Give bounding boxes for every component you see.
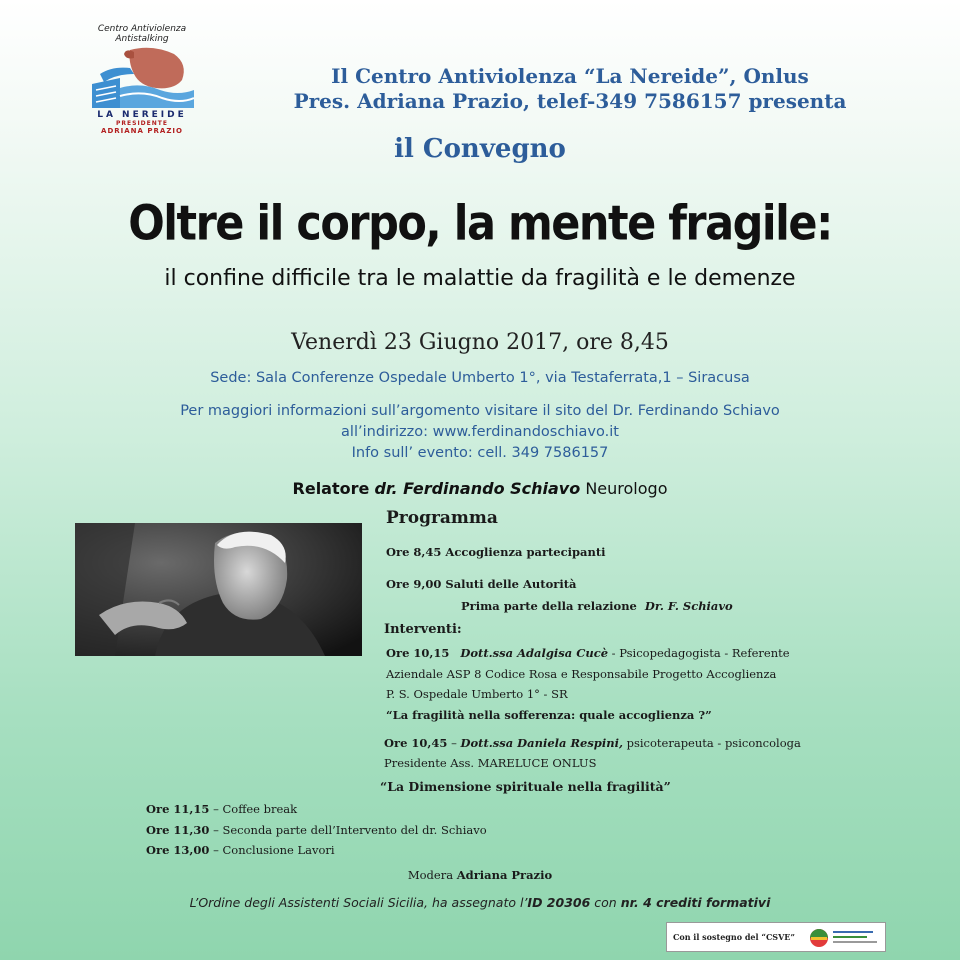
intervention-1-title: “La fragilità nella sofferenza: quale accoglienza ?”: [386, 708, 712, 722]
logo-person: ADRIANA PRAZIO: [101, 127, 183, 135]
program-heading: Programma: [386, 508, 498, 528]
program-item-conclusion: [146, 843, 335, 857]
speaker-prefix: Relatore: [292, 479, 370, 498]
intervention-2-title: “La Dimensione spirituale nella fragilità”: [380, 779, 671, 794]
intervention-2-line2: Presidente Ass. MARELUCE ONLUS: [384, 756, 597, 770]
logo-bottom-text: [86, 110, 198, 135]
speaker-name: dr. Ferdinando Schiavo: [374, 479, 581, 498]
info-line-phone: Info sull’ evento: cell. 349 7586157: [351, 445, 609, 461]
moderator-name: Adriana Prazio: [456, 868, 553, 882]
organization-contact: Pres. Adriana Prazio, telef-349 7586157 presenta: [293, 89, 847, 113]
program-item-first-part: [461, 599, 733, 613]
credits-id: ID 20306: [527, 895, 591, 910]
moderator-line: [0, 868, 960, 882]
first-part-speaker: Dr. F. Schiavo: [644, 599, 733, 613]
credits-count: nr. 4 crediti formativi: [620, 895, 771, 910]
moderator-prefix: Modera: [407, 868, 457, 882]
event-subtitle: il confine difficile tra le malattie da fragilità e le demenze: [164, 266, 796, 291]
intervention-2-time: Ore 10,45: [384, 736, 448, 750]
program-item-second-part: [146, 823, 487, 837]
organization-logo: [86, 24, 198, 140]
conclusion-label: – Conclusione Lavori: [209, 843, 335, 857]
info-line-website-intro: Per maggiori informazioni sull’argomento visitare il sito del Dr. Ferdinando Schiavo: [180, 403, 780, 419]
logo-top-line2: Antistalking: [115, 34, 169, 44]
elderly-man-photo: [75, 523, 362, 656]
intervention-1-line3: P. S. Ospedale Umberto 1° - SR: [386, 687, 568, 701]
event-type-heading: il Convegno: [394, 134, 566, 164]
intervention-1-line2: Aziendale ASP 8 Codice Rosa e Responsabile Progetto Accoglienza: [386, 667, 777, 681]
intervention-1-speaker: Dott.ssa Adalgisa Cucè: [460, 646, 609, 660]
sponsor-text: Con il sostegno del “CSVE”: [673, 932, 795, 942]
logo-role: PRESIDENTE: [116, 120, 168, 127]
event-date: Venerdì 23 Giugno 2017, ore 8,45: [291, 330, 669, 355]
conclusion-time: Ore 13,00: [146, 843, 210, 857]
sponsor-box: [666, 922, 886, 952]
program-item-coffee-break: [146, 802, 297, 816]
logo-top-line1: Centro Antiviolenza: [97, 24, 187, 34]
info-line-website: all’indirizzo: www.ferdinandoschiavo.it: [341, 424, 619, 440]
organization-name: Il Centro Antiviolenza “La Nereide”, Onlus: [331, 64, 809, 88]
second-part-time: Ore 11,30: [146, 823, 210, 837]
coffee-break-label: – Coffee break: [209, 802, 298, 816]
program-item-intervention-2: Ore 10,45 – Dott.ssa Daniela Respini, psicoterapeuta - psiconcologa: [384, 736, 801, 750]
csve-logo-icon: [807, 926, 881, 950]
credits-text-2: con: [590, 895, 621, 910]
second-part-label: – Seconda parte dell’Intervento del dr. Schiavo: [209, 823, 487, 837]
intervention-1-role: - Psicopedagogista - Referente: [608, 646, 790, 660]
logo-top-text: [86, 24, 198, 44]
intervention-1-time: Ore 10,15: [386, 646, 450, 660]
event-title: Oltre il corpo, la mente fragile:: [128, 196, 832, 252]
interventions-heading: Interventi:: [384, 622, 462, 637]
program-item-welcome: Ore 8,45 Accoglienza partecipanti: [386, 545, 606, 559]
speaker-role: Neurologo: [585, 479, 668, 498]
first-part-label: Prima parte della relazione: [461, 599, 637, 613]
intervention-2-role: psicoterapeuta - psiconcologa: [622, 736, 801, 750]
coffee-break-time: Ore 11,15: [146, 802, 210, 816]
intervention-2-speaker: Dott.ssa Daniela Respini,: [460, 736, 623, 750]
speaker-line: [0, 479, 960, 498]
photo-illustration: [75, 523, 362, 656]
event-venue: Sede: Sala Conferenze Ospedale Umberto 1°, via Testaferrata,1 – Siracusa: [210, 370, 750, 386]
logo-name: LA NEREIDE: [97, 110, 187, 120]
training-credits-note: [0, 895, 960, 910]
credits-text-1: L’Ordine degli Assistenti Sociali Sicilia, ha assegnato l’: [189, 895, 528, 910]
program-item-greetings: Ore 9,00 Saluti delle Autorità: [386, 577, 577, 591]
vase-water-icon: [90, 44, 194, 108]
program-item-intervention-1: [386, 646, 790, 660]
